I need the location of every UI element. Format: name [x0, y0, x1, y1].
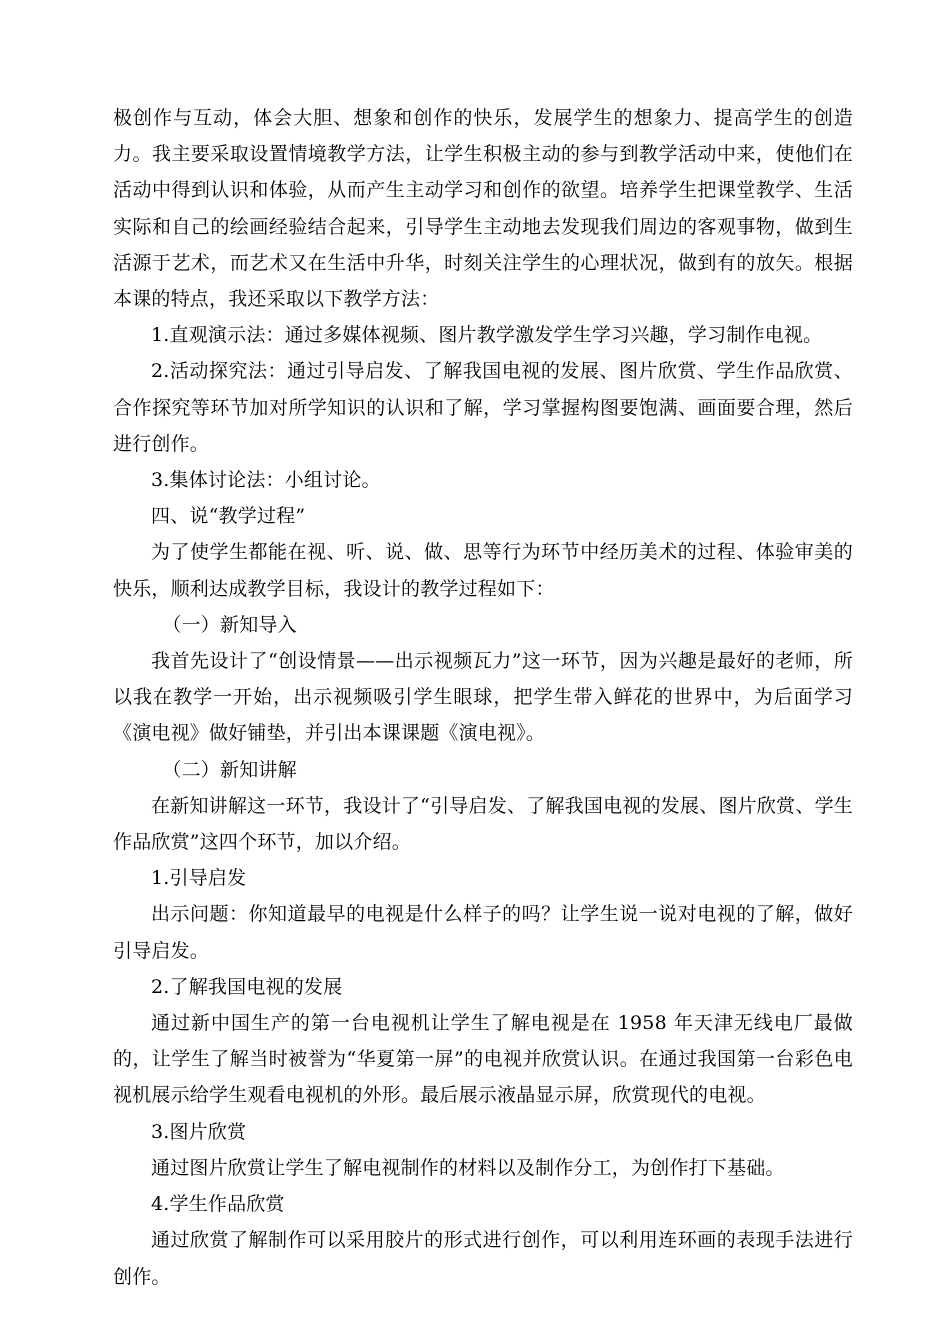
step-heading-2: 2.了解我国电视的发展 [151, 975, 343, 998]
body-paragraph: 在新知讲解这一环节，我设计了“引导启发、了解我国电视的发展、图片欣赏、学生作品欣赏”这四个环节，加以介绍。 [113, 794, 853, 854]
body-paragraph: 通过新中国生产的第一台电视机让学生了解电视是在 1958 年天津无线电厂最做的，让学生了解当时被誉为“华夏第一屏”的电视并欣赏认识。在通过我国第一台彩色电视机展示给学生观看电视机的外形。最后展示液晶显示屏，欣赏现代的电视。 [113, 1012, 853, 1107]
step-heading-1: 1.引导启发 [151, 867, 247, 890]
subsection-heading-2: （二）新知讲解 [162, 758, 297, 781]
body-paragraph: 出示问题：你知道最早的电视是什么样子的吗？让学生说一说对电视的了解，做好引导启发。 [113, 903, 853, 962]
body-paragraph: 我首先设计了“创设情景——出示视频瓦力”这一环节，因为兴趣是最好的老师，所以我在教学一开始，出示视频吸引学生眼球，把学生带入鲜花的世界中，为后面学习《演电视》做好铺垫，并引出本课课题《演电视》。 [113, 650, 853, 745]
method-item-1: 1.直观演示法：通过多媒体视频、图片教学激发学生学习兴趣，学习制作电视。 [151, 324, 823, 347]
document-body [113, 100, 853, 1295]
method-item-2: 2.活动探究法：通过引导启发、了解我国电视的发展、图片欣赏、学生作品欣赏、合作探究等环节加对所学知识的认识和了解，学习掌握构图要饱满、画面要合理，然后进行创作。 [113, 360, 853, 455]
section-heading-teaching-process: 四、说“教学过程” [151, 505, 306, 528]
step-heading-3: 3.图片欣赏 [151, 1120, 247, 1143]
method-item-3: 3.集体讨论法：小组讨论。 [151, 469, 381, 492]
body-paragraph: 通过欣赏了解制作可以采用胶片的形式进行创作，可以利用连环画的表现手法进行创作。 [113, 1229, 853, 1288]
body-paragraph: 为了使学生都能在视、听、说、做、思等行为环节中经历美术的过程、体验审美的快乐，顺利达成教学目标，我设计的教学过程如下： [113, 541, 853, 600]
body-paragraph: 通过图片欣赏让学生了解电视制作的材料以及制作分工，为创作打下基础。 [151, 1156, 785, 1179]
body-paragraph: 极创作与互动，体会大胆、想象和创作的快乐，发展学生的想象力、提高学生的创造力。我主要采取设置情境教学方法，让学生积极主动的参与到教学活动中来，使他们在活动中得到认识和体验，从而产生主动学习和创作的欲望。培养学生把课堂教学、生活实际和自己的绘画经验结合起来，引导学生主动地去发现我们周边的客观事物，做到生活源于艺术，而艺术又在生活中升华，时刻关注学生的心理状况，做到有的放矢。根据本课的特点，我还采取以下教学方法： [113, 107, 853, 311]
subsection-heading-1: （一）新知导入 [162, 613, 297, 636]
step-heading-4: 4.学生作品欣赏 [151, 1193, 285, 1216]
